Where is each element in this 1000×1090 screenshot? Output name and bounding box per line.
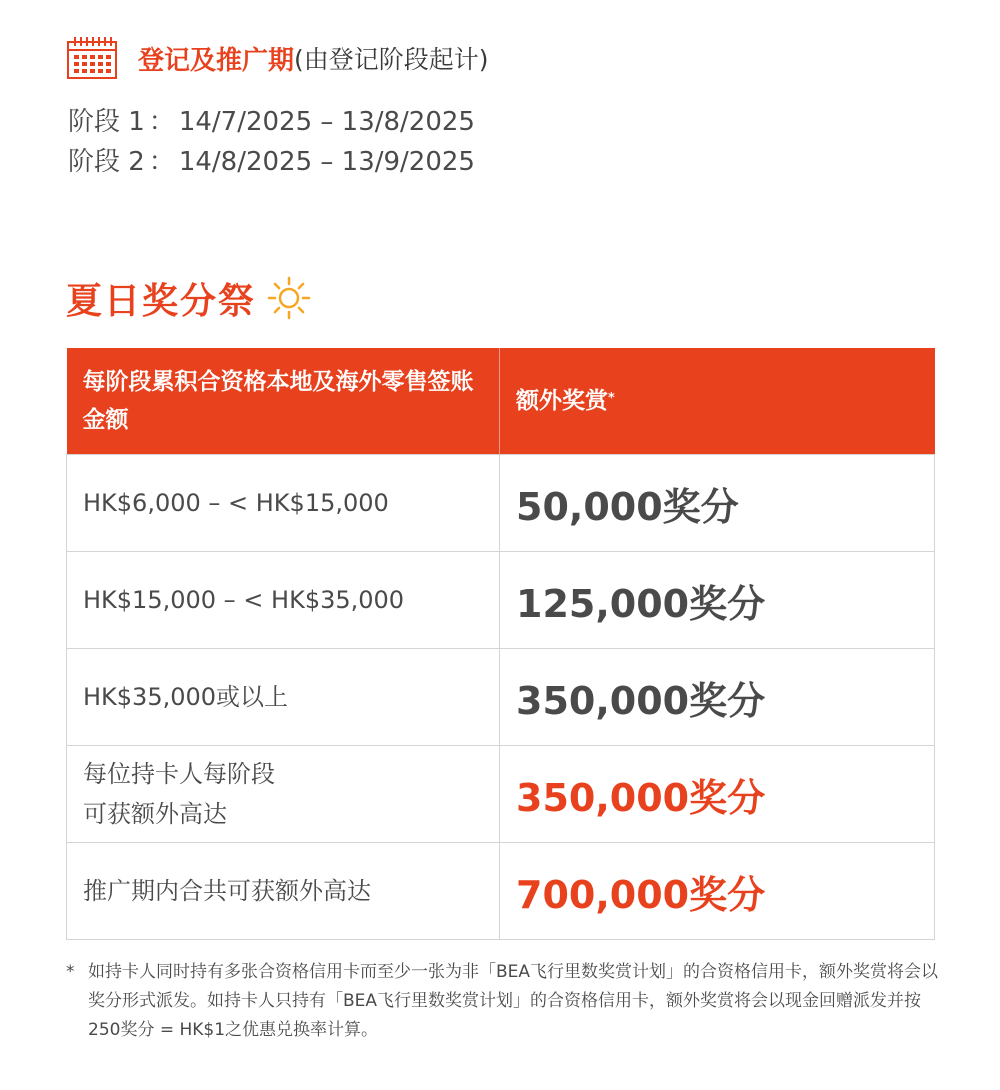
stage-row <box>68 142 475 182</box>
rewards-table <box>66 348 935 940</box>
spending-range: 每位持卡人每阶段 可获额外高达 <box>83 760 275 828</box>
header-extra-reward <box>500 348 935 455</box>
stage-label: 阶段 2 <box>68 147 145 177</box>
registration-subtitle: (由登记阶段起计) <box>294 45 489 74</box>
stage-separator: ： <box>148 107 175 137</box>
footnote <box>66 958 946 1045</box>
reward-value-max: 350,000奖分 <box>516 775 766 820</box>
spending-range: HK$6,000 – < HK$15,000 <box>83 489 389 517</box>
spending-range: HK$35,000或以上 <box>83 683 289 711</box>
reward-value: 350,000奖分 <box>516 678 766 723</box>
section-title-text: 夏日奖分祭 <box>66 280 257 322</box>
stage-row <box>68 102 475 142</box>
reward-value: 125,000奖分 <box>516 581 766 626</box>
table-row <box>67 649 935 746</box>
registration-header <box>66 36 489 80</box>
table-header-row <box>67 348 935 455</box>
footnote-mark: * <box>66 962 75 982</box>
spending-range: 推广期内合共可获额外高达 <box>83 877 371 905</box>
stage-separator: ： <box>148 147 175 177</box>
stage-label: 阶段 1 <box>68 107 145 137</box>
calendar-icon <box>66 36 118 80</box>
stage-range: 14/7/2025 – 13/8/2025 <box>178 107 475 137</box>
spending-range: HK$15,000 – < HK$35,000 <box>83 586 405 614</box>
reward-value-total: 700,000奖分 <box>516 872 766 917</box>
footnote-marker: * <box>608 391 615 406</box>
table-row <box>67 746 935 843</box>
footnote-text: 如持卡人同时持有多张合资格信用卡而至少一张为非「BEA飞行里数奖赏计划」的合资格信用卡，额外奖赏将会以奖分形式派发。如持卡人只持有「BEA飞行里数奖赏计划」的合资格信用卡，额外奖赏将会以现金回赠派发并按250奖分 = HK$1之优惠兑换率计算。 <box>88 962 939 1040</box>
table-row <box>67 843 935 940</box>
stage-list <box>68 102 475 182</box>
reward-value: 50,000奖分 <box>516 484 739 529</box>
section-title <box>66 270 312 326</box>
table-row <box>67 455 935 552</box>
registration-title: 登记及推广期 <box>138 45 295 76</box>
stage-range: 14/8/2025 – 13/9/2025 <box>178 147 475 177</box>
table-row <box>67 552 935 649</box>
header-extra-reward-label: 额外奖赏 <box>516 388 608 414</box>
sun-icon <box>266 275 312 321</box>
header-spending-range: 每阶段累积合资格本地及海外零售签账金额 <box>67 348 500 455</box>
